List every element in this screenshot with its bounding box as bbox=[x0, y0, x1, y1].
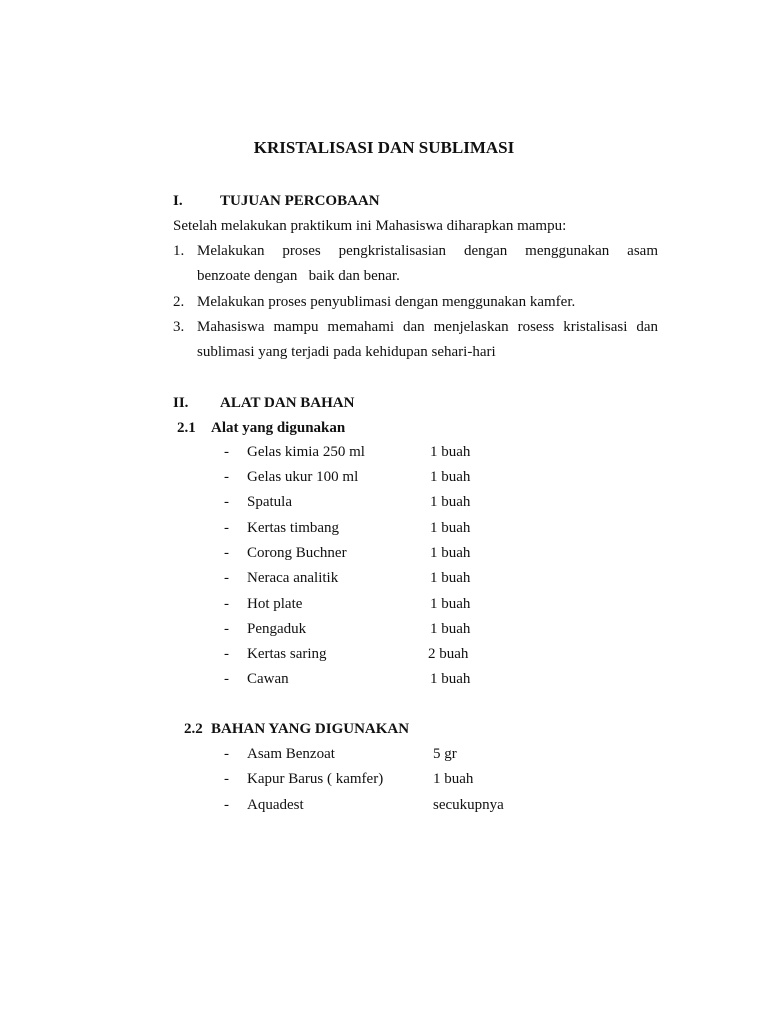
objective-1-number: 1. bbox=[173, 243, 185, 259]
section-2-numeral: II. bbox=[173, 395, 189, 411]
objective-3-line-1: Mahasiswa mampu memahami dan menjelaskan rosess kristalisasi dan bbox=[197, 319, 658, 335]
section-1-numeral: I. bbox=[173, 193, 183, 209]
objective-2-number: 2. bbox=[173, 294, 185, 310]
equipment-quantity: 1 buah bbox=[430, 520, 471, 536]
objective-1-line-2: benzoate dengan baik dan benar. bbox=[197, 268, 400, 284]
list-item-dash: - bbox=[224, 646, 229, 662]
list-item-dash: - bbox=[224, 797, 229, 813]
material-name: Aquadest bbox=[247, 797, 304, 813]
list-item-dash: - bbox=[224, 545, 229, 561]
equipment-quantity: 1 buah bbox=[430, 494, 471, 510]
equipment-quantity: 2 buah bbox=[428, 646, 469, 662]
material-name: Kapur Barus ( kamfer) bbox=[247, 771, 384, 787]
section-1-heading: TUJUAN PERCOBAAN bbox=[220, 193, 380, 209]
equipment-quantity: 1 buah bbox=[430, 671, 471, 687]
equipment-name: Cawan bbox=[247, 671, 289, 687]
equipment-quantity: 1 buah bbox=[430, 570, 471, 586]
list-item-dash: - bbox=[224, 520, 229, 536]
subsection-2-2-number: 2.2 bbox=[184, 721, 203, 737]
material-name: Asam Benzoat bbox=[247, 746, 335, 762]
section-1-intro: Setelah melakukan praktikum ini Mahasiswa diharapkan mampu: bbox=[173, 218, 567, 234]
list-item-dash: - bbox=[224, 444, 229, 460]
list-item-dash: - bbox=[224, 469, 229, 485]
list-item-dash: - bbox=[224, 621, 229, 637]
material-quantity: 5 gr bbox=[433, 746, 457, 762]
equipment-name: Hot plate bbox=[247, 596, 303, 612]
equipment-quantity: 1 buah bbox=[430, 469, 471, 485]
equipment-name: Gelas kimia 250 ml bbox=[247, 444, 365, 460]
subsection-2-2-heading: BAHAN YANG DIGUNAKAN bbox=[211, 721, 410, 737]
list-item-dash: - bbox=[224, 771, 229, 787]
objective-3-line-2: sublimasi yang terjadi pada kehidupan sehari-hari bbox=[197, 344, 496, 360]
equipment-name: Gelas ukur 100 ml bbox=[247, 469, 359, 485]
equipment-quantity: 1 buah bbox=[430, 444, 471, 460]
equipment-name: Kertas timbang bbox=[247, 520, 340, 536]
equipment-name: Corong Buchner bbox=[247, 545, 347, 561]
objective-3-number: 3. bbox=[173, 319, 185, 335]
subsection-2-1-number: 2.1 bbox=[177, 420, 196, 436]
material-quantity: 1 buah bbox=[433, 771, 474, 787]
equipment-name: Kertas saring bbox=[247, 646, 327, 662]
equipment-name: Spatula bbox=[247, 494, 292, 510]
subsection-2-1-heading: Alat yang digunakan bbox=[211, 420, 346, 436]
objective-1-line-1: Melakukan proses pengkristalisasian dengan menggunakan asam bbox=[197, 243, 658, 259]
section-2-heading: ALAT DAN BAHAN bbox=[220, 395, 355, 411]
list-item-dash: - bbox=[224, 596, 229, 612]
equipment-quantity: 1 buah bbox=[430, 596, 471, 612]
document-title: KRISTALISASI DAN SUBLIMASI bbox=[253, 138, 515, 157]
equipment-quantity: 1 buah bbox=[430, 545, 471, 561]
list-item-dash: - bbox=[224, 570, 229, 586]
equipment-name: Neraca analitik bbox=[247, 570, 339, 586]
equipment-name: Pengaduk bbox=[247, 621, 307, 637]
objective-2-line-1: Melakukan proses penyublimasi dengan menggunakan kamfer. bbox=[197, 294, 576, 310]
material-quantity: secukupnya bbox=[433, 797, 504, 813]
list-item-dash: - bbox=[224, 746, 229, 762]
list-item-dash: - bbox=[224, 494, 229, 510]
equipment-quantity: 1 buah bbox=[430, 621, 471, 637]
list-item-dash: - bbox=[224, 671, 229, 687]
